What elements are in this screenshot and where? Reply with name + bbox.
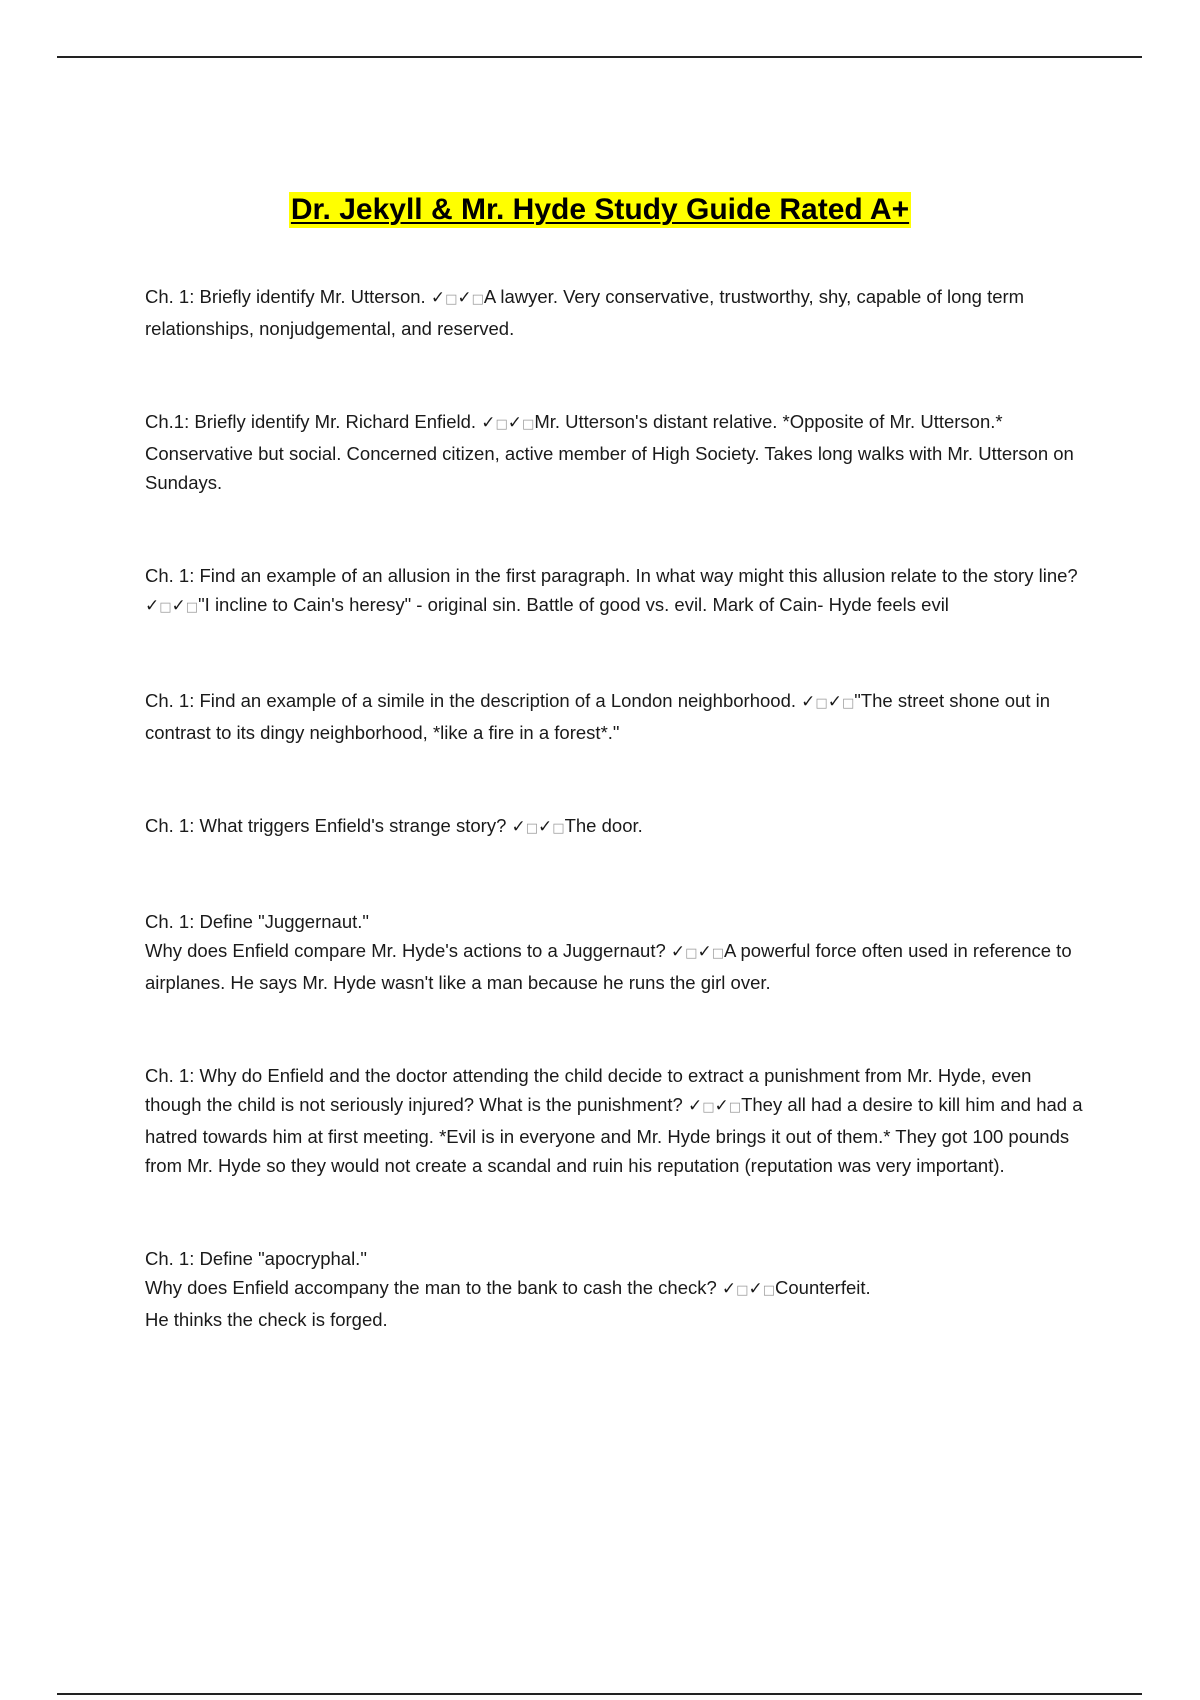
checkmark-icon: ✓ bbox=[171, 596, 186, 616]
qa-entry bbox=[145, 686, 1090, 747]
header-rule bbox=[57, 56, 1142, 58]
qa-entry bbox=[145, 811, 1090, 843]
box-icon: □ bbox=[471, 292, 484, 307]
checkmark-icon: ✓ bbox=[481, 413, 496, 433]
answer-text: The door. bbox=[564, 815, 643, 836]
question-text: Ch. 1: Find an example of an allusion in the first paragraph. In what way might this allusion relate to the story line? bbox=[145, 565, 1078, 586]
box-icon: □ bbox=[552, 821, 565, 836]
qa-paragraph bbox=[145, 811, 1090, 843]
box-icon: □ bbox=[815, 696, 828, 711]
qa-entry bbox=[145, 561, 1090, 622]
checkmark-icon: ✓ bbox=[511, 817, 526, 837]
box-icon: □ bbox=[522, 417, 535, 432]
checkmark-icon: ✓ bbox=[827, 692, 842, 712]
box-icon: □ bbox=[711, 946, 725, 961]
answer-text: Counterfeit. bbox=[775, 1277, 871, 1298]
qa-paragraph bbox=[145, 936, 1090, 997]
answer-text: Mr. Utterson's distant relative. *Opposite of Mr. Utterson.* Conservative but social. Concerned citizen, active member of High Society. Takes long walks with Mr. Utterson on Sundays. bbox=[145, 411, 1074, 493]
checkmark-icon: ✓ bbox=[507, 413, 523, 433]
checkmark-icon: ✓ bbox=[714, 1096, 729, 1116]
checkmark-icon: ✓ bbox=[721, 1279, 737, 1299]
study-guide-body bbox=[145, 282, 1090, 1398]
checkmark-icon: ✓ bbox=[538, 817, 553, 837]
question-text: Ch. 1: Why do Enfield and the doctor attending the child decide to extract a punishment from Mr. Hyde, even though the child is not seriously injured? What is the punishment? bbox=[145, 1065, 1032, 1115]
qa-paragraph bbox=[145, 407, 1090, 497]
footer-rule bbox=[57, 1693, 1142, 1695]
follow-up-text: He thinks the check is forged. bbox=[145, 1309, 388, 1330]
checkmark-icon: ✓ bbox=[687, 1096, 703, 1116]
qa-paragraph bbox=[145, 1061, 1090, 1180]
box-icon: □ bbox=[445, 292, 458, 307]
box-icon: □ bbox=[736, 1283, 749, 1298]
box-icon: □ bbox=[159, 600, 172, 615]
question-text: Ch. 1: Find an example of a simile in the description of a London neighborhood. bbox=[145, 690, 796, 711]
box-icon: □ bbox=[728, 1100, 742, 1115]
box-icon: □ bbox=[841, 696, 855, 711]
box-icon: □ bbox=[495, 417, 508, 432]
checkmark-icon: ✓ bbox=[145, 596, 160, 616]
definition-prompt: Ch. 1: Define "apocryphal." bbox=[145, 1248, 367, 1269]
title-container bbox=[0, 192, 1200, 228]
box-icon: □ bbox=[185, 600, 199, 615]
document-title: Dr. Jekyll & Mr. Hyde Study Guide Rated A+ bbox=[290, 193, 910, 226]
qa-entry bbox=[145, 1061, 1090, 1180]
qa-entry bbox=[145, 907, 1090, 997]
checkmark-icon: ✓ bbox=[457, 288, 472, 308]
qa-paragraph bbox=[145, 561, 1090, 622]
box-icon: □ bbox=[702, 1100, 715, 1115]
answer-text: A powerful force often used in reference to airplanes. He says Mr. Hyde wasn't like a man because he runs the girl over. bbox=[145, 940, 1072, 993]
qa-entry bbox=[145, 282, 1090, 343]
checkmark-icon: ✓ bbox=[430, 288, 446, 308]
qa-paragraph bbox=[145, 686, 1090, 747]
qa-paragraph bbox=[145, 1273, 1090, 1305]
box-icon: □ bbox=[525, 821, 539, 836]
question-text: Why does Enfield compare Mr. Hyde's actions to a Juggernaut? bbox=[145, 940, 666, 961]
answer-text: "The street shone out in contrast to its dingy neighborhood, *like a fire in a forest*." bbox=[145, 690, 1051, 743]
qa-entry bbox=[145, 1244, 1090, 1334]
question-text: Why does Enfield accompany the man to the bank to cash the check? bbox=[145, 1277, 717, 1298]
box-icon: □ bbox=[762, 1283, 776, 1298]
qa-paragraph bbox=[145, 282, 1090, 343]
answer-text: They all had a desire to kill him and had a hatred towards him at first meeting. *Evil is in everyone and Mr. Hyde brings it out of them.* They got 100 pounds from Mr. Hyde so they would not create a scandal and ruin his reputation (reputation was very important). bbox=[145, 1094, 1083, 1176]
checkmark-icon: ✓ bbox=[801, 692, 816, 712]
checkmark-icon: ✓ bbox=[670, 942, 686, 962]
checkmark-icon: ✓ bbox=[697, 942, 712, 962]
checkmark-icon: ✓ bbox=[748, 1279, 763, 1299]
box-icon: □ bbox=[685, 946, 698, 961]
question-text: Ch. 1: What triggers Enfield's strange story? bbox=[145, 815, 507, 836]
qa-entry bbox=[145, 407, 1090, 497]
answer-text: A lawyer. Very conservative, trustworthy, shy, capable of long term relationships, nonjudgemental, and reserved. bbox=[145, 286, 1025, 339]
question-text: Ch. 1: Briefly identify Mr. Utterson. bbox=[145, 286, 426, 307]
answer-text: "I incline to Cain's heresy" - original sin. Battle of good vs. evil. Mark of Cain- Hyde feels evil bbox=[198, 594, 949, 615]
question-text: Ch.1: Briefly identify Mr. Richard Enfield. bbox=[145, 411, 477, 432]
definition-prompt: Ch. 1: Define "Juggernaut." bbox=[145, 911, 369, 932]
